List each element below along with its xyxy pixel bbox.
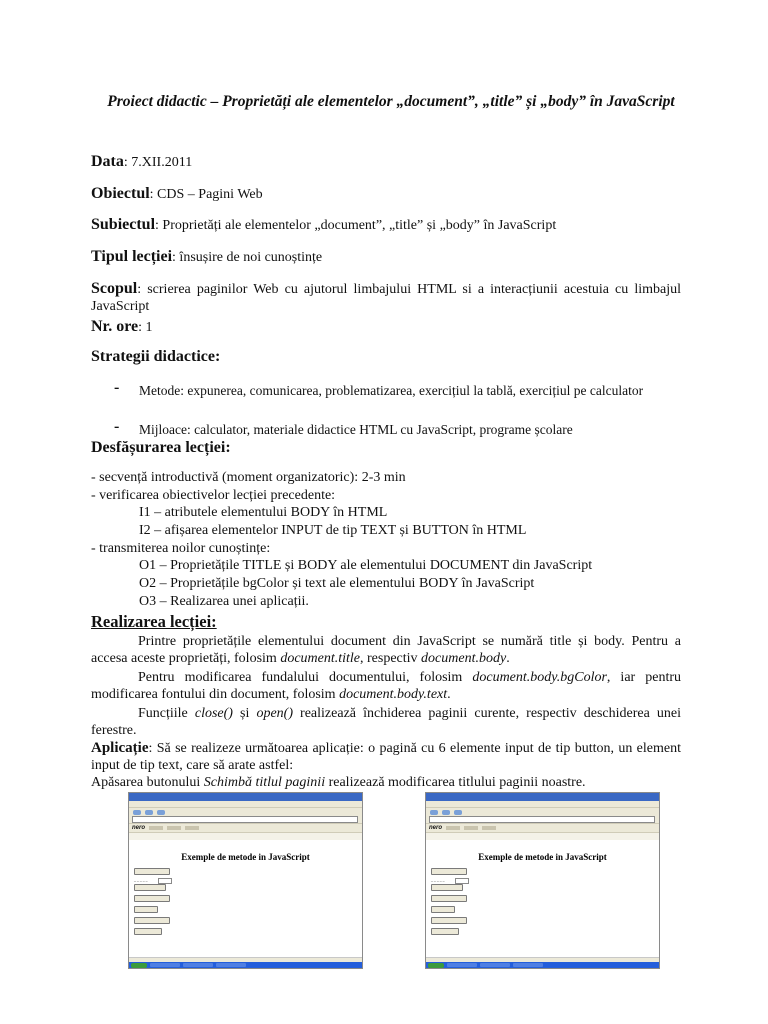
desfasurarea-heading: Desfășurarea lecției: [91, 439, 231, 456]
toolbar-item [464, 826, 478, 830]
code-span: document.title [280, 651, 361, 666]
bullet-item-mijloace: Mijloace: calculator, materiale didactice HTML cu JavaScript, programe școlare [139, 422, 573, 437]
browser-screenshot-1 [128, 792, 363, 969]
bullet-item-metode: Metode: expunerea, comunicarea, problematizarea, exercițiul la tablă, exercițiul pe calculator [139, 383, 644, 398]
obiectul-row [91, 185, 263, 203]
back-icon [133, 810, 141, 815]
tipul-row [91, 248, 322, 266]
text-span: Printre proprietățile elementului document din JavaScript se numără title și body. Pentru a accesa aceste proprietăți, folosim [91, 634, 681, 666]
taskbar-item [447, 963, 477, 967]
scopul-label: Scopul [91, 280, 138, 297]
page-button [134, 868, 170, 875]
nr-ore-label: Nr. ore [91, 318, 139, 335]
realizarea-paragraph-2 [91, 669, 681, 703]
bullet-mark: - [114, 418, 120, 435]
page-button [134, 917, 170, 924]
input-label: _ _ _ _ _ [134, 878, 148, 882]
text-span: și [232, 706, 257, 721]
refresh-icon [157, 810, 165, 815]
subiectul-label: Subiectul [91, 216, 156, 233]
realizarea-heading: Realizarea lecției: [91, 612, 217, 631]
toolbar [426, 807, 659, 816]
lesson-line: O2 – Proprietățile bgColor și text ale elementului BODY în JavaScript [139, 576, 535, 591]
toolbar-item [446, 826, 460, 830]
page-button [431, 906, 455, 913]
data-value: : 7.XII.2011 [123, 155, 193, 170]
nero-logo: nero [132, 825, 146, 831]
nr-ore-row [91, 318, 153, 336]
browser-screenshot-2 [425, 792, 660, 969]
back-icon [430, 810, 438, 815]
nr-ore-value: : 1 [138, 320, 153, 335]
aplicatie-label: Aplicație [91, 740, 149, 756]
lesson-line: O3 – Realizarea unei aplicații. [139, 594, 309, 609]
page-button [431, 917, 467, 924]
code-span: close() [194, 706, 233, 721]
page-content [426, 847, 659, 958]
nero-logo: nero [429, 825, 443, 831]
taskbar [426, 962, 659, 968]
address-field [132, 816, 358, 823]
page-button [134, 906, 158, 913]
code-span: document.body.text [339, 687, 448, 702]
toolbar-item [185, 826, 199, 830]
nero-toolbar [129, 823, 362, 832]
text-span: Pentru modificarea fundalului documentului, folosim [138, 670, 473, 685]
text-span: Apăsarea butonului [91, 775, 204, 790]
toolbar-item [149, 826, 163, 830]
scopul-paragraph [91, 280, 681, 315]
page-button [134, 928, 162, 935]
page-content [129, 847, 362, 958]
page-button [431, 868, 467, 875]
taskbar-item [183, 963, 213, 967]
window-titlebar [129, 793, 362, 801]
realizarea-paragraph-1 [91, 633, 681, 667]
aplicatie-text: : Să se realizeze următoarea aplicație: o pagină cu 6 elemente input de tip button, un element input de tip text, care să arate astfel: [91, 741, 681, 773]
text-span: , respectiv [360, 651, 422, 666]
data-row [91, 153, 192, 171]
nero-toolbar [426, 823, 659, 832]
address-bar [426, 816, 659, 823]
forward-icon [442, 810, 450, 815]
text-span: . [447, 687, 451, 702]
text-span: realizează modificarea titlului paginii noastre. [325, 775, 586, 790]
tipul-value: : însușire de noi cunoștințe [172, 250, 323, 265]
data-label: Data [91, 153, 124, 170]
subiectul-value: : Proprietăți ale elementelor „document”, „title” și „body” în JavaScript [155, 218, 557, 233]
button-name-span: Schimbă titlul paginii [203, 775, 326, 790]
address-field [429, 816, 655, 823]
code-span: document.body [421, 651, 507, 666]
text-span: . [506, 651, 510, 666]
page-heading: Exemple de metode in JavaScript [478, 852, 607, 862]
lesson-line: I1 – atributele elementului BODY în HTML [139, 505, 388, 520]
refresh-icon [454, 810, 462, 815]
page-button [431, 928, 459, 935]
favorites-bar [426, 832, 659, 840]
forward-icon [145, 810, 153, 815]
window-titlebar [426, 793, 659, 801]
taskbar-item [513, 963, 543, 967]
aplicatie-line-2 [91, 775, 586, 791]
lesson-line: - secvență introductivă (moment organizatoric): 2-3 min [91, 470, 406, 485]
taskbar-item [216, 963, 246, 967]
page-button [431, 884, 463, 891]
taskbar-item [480, 963, 510, 967]
lesson-line: - transmiterea noilor cunoștințe: [91, 541, 271, 556]
favorites-bar [129, 832, 362, 840]
page-button [134, 884, 166, 891]
bullet-mark: - [114, 379, 120, 396]
text-span: realizează închiderea paginii curente, respectiv deschiderea unei ferestre. [91, 706, 682, 738]
toolbar-item [167, 826, 181, 830]
text-span: Funcțiile [138, 706, 195, 721]
strategii-heading: Strategii didactice: [91, 348, 221, 365]
obiectul-value: : CDS – Pagini Web [149, 187, 263, 202]
tipul-label: Tipul lecției [91, 248, 173, 265]
code-span: open() [256, 706, 293, 721]
input-label: _ _ _ _ _ [431, 878, 445, 882]
taskbar-item [150, 963, 180, 967]
toolbar [129, 807, 362, 816]
subiectul-row [91, 216, 556, 234]
page-button [134, 895, 170, 902]
taskbar [129, 962, 362, 968]
aplicatie-paragraph [91, 740, 681, 774]
lesson-line: I2 – afișarea elementelor INPUT de tip TEXT și BUTTON în HTML [139, 523, 527, 538]
realizarea-paragraph-3 [91, 705, 681, 739]
page-heading: Exemple de metode in JavaScript [181, 852, 310, 862]
start-button [428, 963, 444, 968]
page-title: Proiect didactic – Proprietăți ale elementelor „document”, „title” și „body” în JavaScript [107, 93, 675, 110]
start-button [131, 963, 147, 968]
lesson-line: - verificarea obiectivelor lecției precedente: [91, 488, 336, 503]
obiectul-label: Obiectul [91, 185, 150, 202]
scopul-value: : scrierea paginilor Web cu ajutorul limbajului HTML si a interacțiunii acestuia cu limbajul JavaScript [91, 282, 681, 314]
text-span: , iar pentru modificarea fontului din document, folosim [91, 670, 681, 702]
code-span: document.body.bgColor [472, 670, 607, 685]
page-button [431, 895, 467, 902]
address-bar [129, 816, 362, 823]
toolbar-item [482, 826, 496, 830]
lesson-line: O1 – Proprietățile TITLE și BODY ale elementului DOCUMENT din JavaScript [139, 558, 593, 573]
